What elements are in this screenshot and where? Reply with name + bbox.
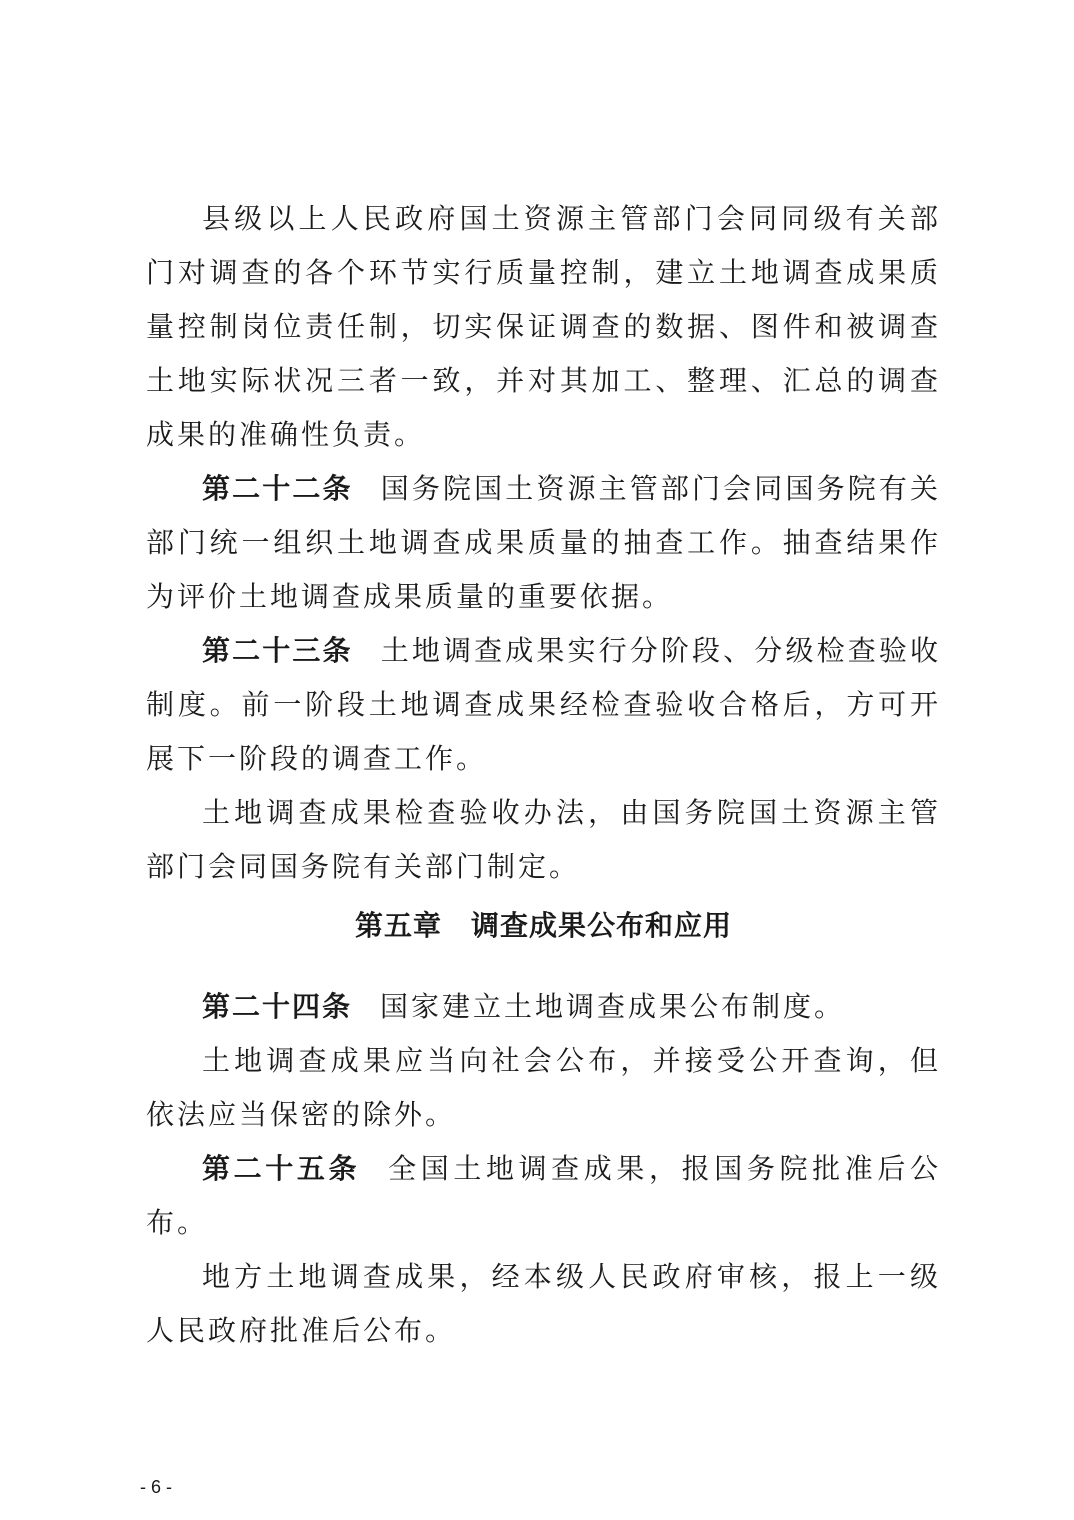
paragraph (146, 192, 941, 462)
article-paragraph (146, 980, 941, 1034)
article-number: 第二十四条 (202, 990, 353, 1023)
paragraph-text: 土地调查成果检查验收办法，由国务院国土资源主管部门会同国务院有关部门制定。 (146, 796, 941, 883)
article-number: 第二十二条 (202, 472, 353, 505)
paragraph-text: 国务院国土资源主管部门会同国务院有关部门统一组织土地调查成果质量的抽查工作。抽查结果作为评价土地调查成果质量的重要依据。 (146, 472, 941, 613)
paragraph-text: 县级以上人民政府国土资源主管部门会同同级有关部门对调查的各个环节实行质量控制，建立土地调查成果质量控制岗位责任制，切实保证调查的数据、图件和被调查土地实际状况三者一致，并对其加工、整理、汇总的调查成果的准确性负责。 (146, 202, 941, 451)
paragraph-text: 土地调查成果实行分阶段、分级检查验收制度。前一阶段土地调查成果经检查验收合格后，方可开展下一阶段的调查工作。 (146, 634, 941, 775)
article-number: 第二十五条 (202, 1152, 361, 1185)
article-paragraph (146, 624, 941, 786)
text-block-articles-21-23 (146, 192, 941, 894)
paragraph (146, 786, 941, 894)
text-block-articles-24-25 (146, 980, 941, 1358)
paragraph (146, 1034, 941, 1142)
article-paragraph (146, 462, 941, 624)
article-number: 第二十三条 (202, 634, 353, 667)
paragraph-text: 土地调查成果应当向社会公布，并接受公开查询，但依法应当保密的除外。 (146, 1044, 941, 1131)
paragraph-text: 地方土地调查成果，经本级人民政府审核，报上一级人民政府批准后公布。 (146, 1260, 941, 1347)
page-number: - 6 - (140, 1477, 173, 1497)
paragraph-text: 全国土地调查成果，报国务院批准后公布。 (146, 1152, 941, 1239)
article-paragraph (146, 1142, 941, 1250)
paragraph (146, 1250, 941, 1358)
chapter-heading: 第五章 调查成果公布和应用 (354, 909, 732, 942)
paragraph-text: 国家建立土地调查成果公布制度。 (380, 990, 846, 1023)
